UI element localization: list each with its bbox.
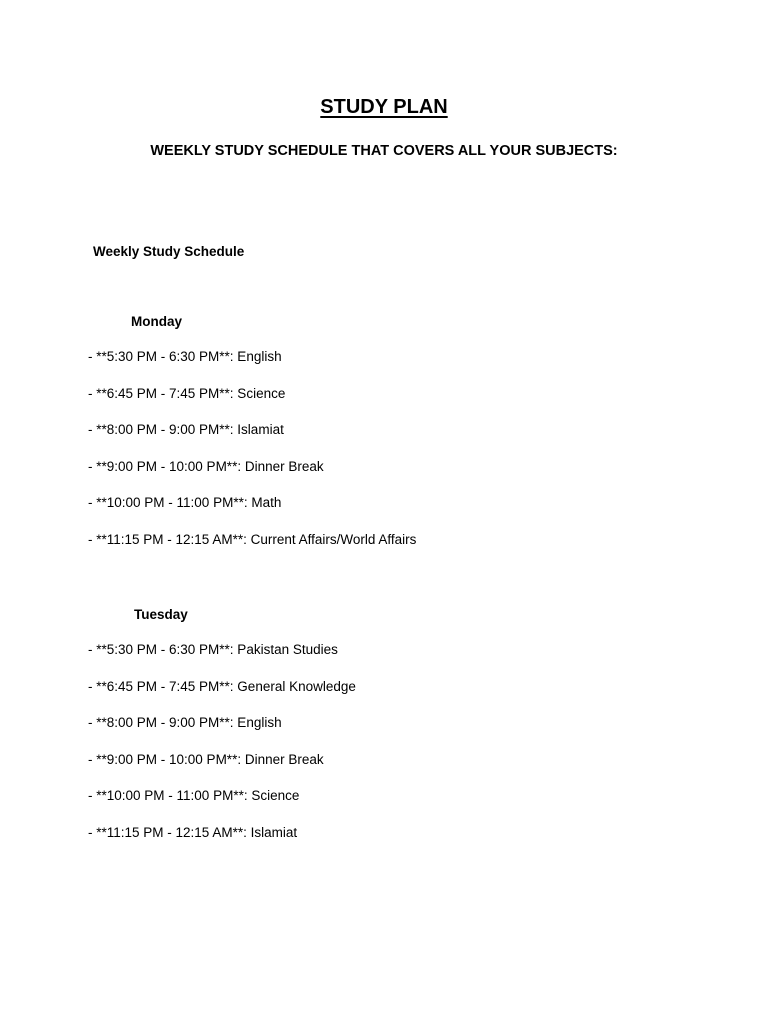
day-heading-monday: Monday (131, 314, 183, 329)
schedule-item: - **5:30 PM - 6:30 PM**: English (88, 349, 282, 364)
day-heading-tuesday: Tuesday (134, 607, 188, 622)
schedule-item: - **6:45 PM - 7:45 PM**: General Knowledge (88, 678, 356, 694)
schedule-item: - **6:45 PM - 7:45 PM**: Science (88, 385, 286, 401)
page-title-text: STUDY PLAN (320, 96, 448, 118)
schedule-item: - **10:00 PM - 11:00 PM**: Science (88, 788, 300, 804)
schedule-item: - **5:30 PM - 6:30 PM**: Pakistan Studies (88, 642, 338, 657)
schedule-item: - **8:00 PM - 9:00 PM**: English (88, 715, 282, 731)
page-title (0, 94, 768, 120)
schedule-item: - **8:00 PM - 9:00 PM**: Islamiat (88, 422, 284, 438)
schedule-item: - **11:15 PM - 12:15 AM**: Islamiat (88, 824, 298, 840)
schedule-item: - **11:15 PM - 12:15 AM**: Current Affairs/World Affairs (88, 531, 417, 547)
tuesday-schedule-list (88, 641, 356, 861)
section-heading: Weekly Study Schedule (93, 244, 245, 259)
schedule-item: - **9:00 PM - 10:00 PM**: Dinner Break (88, 458, 324, 474)
schedule-item: - **9:00 PM - 10:00 PM**: Dinner Break (88, 751, 324, 767)
page-subtitle: WEEKLY STUDY SCHEDULE THAT COVERS ALL YOUR SUBJECTS: (150, 143, 618, 159)
monday-schedule-list (88, 348, 416, 568)
schedule-item: - **10:00 PM - 11:00 PM**: Math (88, 495, 282, 511)
